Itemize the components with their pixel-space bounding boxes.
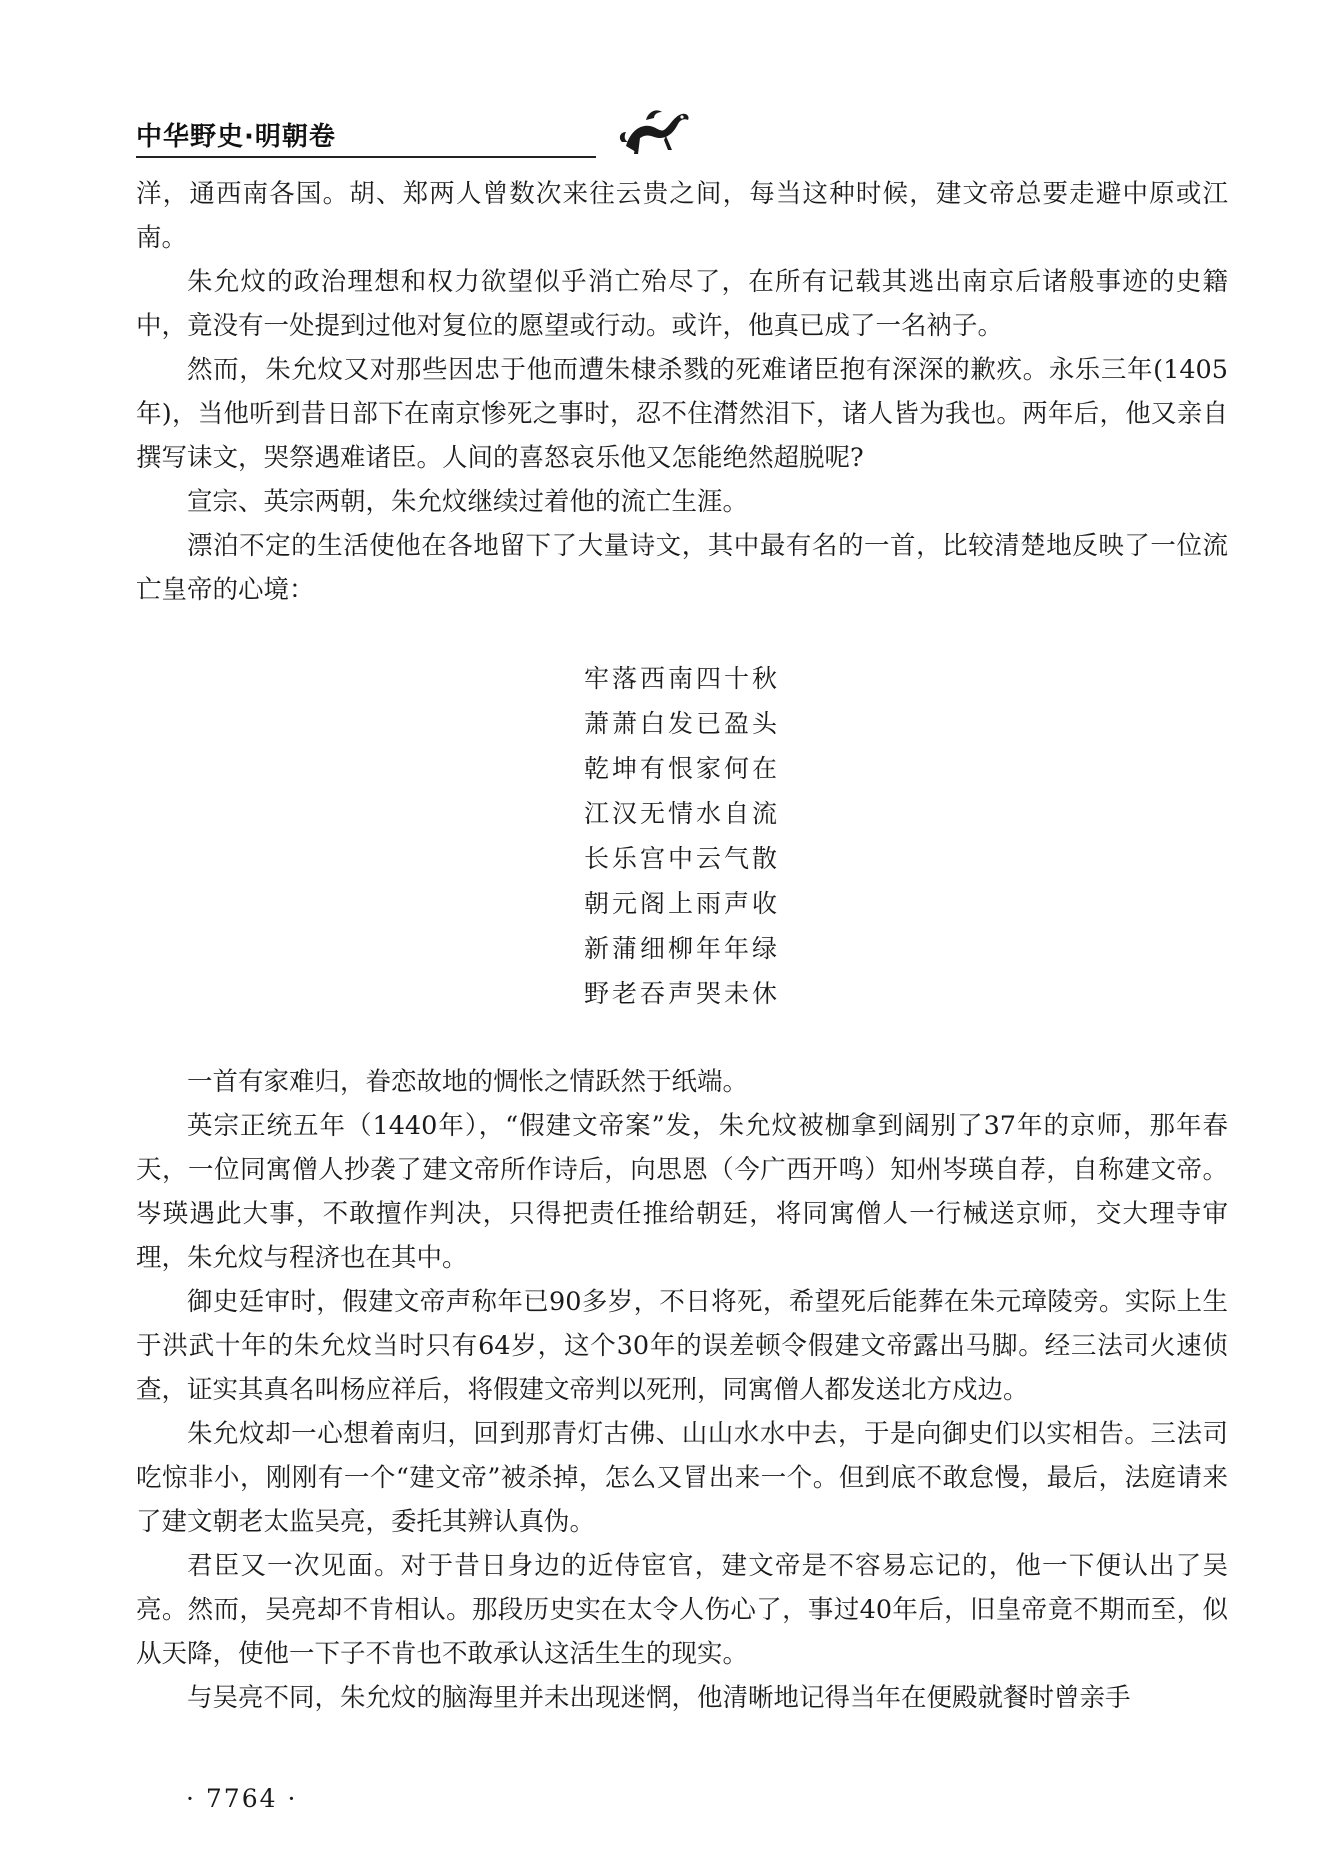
- poem-line: 牢落西南四十秋: [584, 664, 781, 693]
- paragraph: 洋，通西南各国。胡、郑两人曾数次来往云贵之间，每当这种时候，建文帝总要走避中原或江南。: [136, 179, 1228, 253]
- paragraph: 朱允炆却一心想着南归，回到那青灯古佛、山山水水中去，于是向御史们以实相告。三法司吃惊非小，刚刚有一个“建文帝”被杀掉，怎么又冒出来一个。但到底不敢怠慢，最后，法庭请来了建文朝老太监吴亮，委托其辨认真伪。: [136, 1419, 1228, 1537]
- poem-line: 江汉无情水自流: [584, 799, 781, 828]
- book-title: 中华野史·明朝卷: [136, 122, 336, 152]
- poem-line: 野老吞声哭未休: [584, 979, 781, 1008]
- poem-line: 新蒲细柳年年绿: [584, 934, 781, 963]
- poem-line: 朝元阁上雨声收: [584, 889, 781, 918]
- running-header: [136, 112, 1226, 162]
- poem-line: 长乐宫中云气散: [584, 844, 781, 873]
- poem-line: 萧萧白发已盈头: [584, 709, 781, 738]
- dragon-emblem-icon: [616, 102, 694, 162]
- paragraph: 朱允炆的政治理想和权力欲望似乎消亡殆尽了，在所有记载其逃出南京后诸般事迹的史籍中，竟没有一处提到过他对复位的愿望或行动。或许，他真已成了一名衲子。: [136, 267, 1228, 341]
- header-rule: [136, 156, 596, 158]
- main-text: [136, 172, 1228, 1720]
- paragraph: 漂泊不定的生活使他在各地留下了大量诗文，其中最有名的一首，比较清楚地反映了一位流亡皇帝的心境：: [136, 531, 1228, 605]
- paragraph: 宣宗、英宗两朝，朱允炆继续过着他的流亡生涯。: [187, 487, 749, 517]
- paragraph: 御史廷审时，假建文帝声称年已90多岁，不日将死，希望死后能葬在朱元璋陵旁。实际上生于洪武十年的朱允炆当时只有64岁，这个30年的误差顿令假建文帝露出马脚。经三法司火速侦查，证实其真名叫杨应祥后，将假建文帝判以死刑，同寓僧人都发送北方戍边。: [136, 1287, 1228, 1405]
- page-number: · 7764 ·: [186, 1784, 298, 1813]
- paragraph: 君臣又一次见面。对于昔日身边的近侍宦官，建文帝是不容易忘记的，他一下便认出了吴亮。然而，吴亮却不肯相认。那段历史实在太令人伤心了，事过40年后，旧皇帝竟不期而至，似从天降，使他一下子不肯也不敢承认这活生生的现实。: [136, 1551, 1228, 1669]
- paragraph: 英宗正统五年（1440年），“假建文帝案”发，朱允炆被枷拿到阔别了37年的京师，那年春天，一位同寓僧人抄袭了建文帝所作诗后，向思恩（今广西开鸣）知州岑瑛自荐，自称建文帝。岑瑛遇此大事，不敢擅作判决，只得把责任推给朝廷，将同寓僧人一行械送京师，交大理寺审理，朱允炆与程济也在其中。: [136, 1111, 1228, 1273]
- poem-line: 乾坤有恨家何在: [584, 754, 781, 783]
- paragraph: 然而，朱允炆又对那些因忠于他而遭朱棣杀戮的死难诸臣抱有深深的歉疚。永乐三年(1405年)，当他听到昔日部下在南京惨死之事时，忍不住潸然泪下，诸人皆为我也。两年后，他又亲自撰写诔文，哭祭遇难诸臣。人间的喜怒哀乐他又怎能绝然超脱呢?: [136, 355, 1228, 473]
- paragraph: 一首有家难归，眷恋故地的惆怅之情跃然于纸端。: [187, 1067, 749, 1097]
- paragraph: 与吴亮不同，朱允炆的脑海里并未出现迷惘，他清晰地记得当年在便殿就餐时曾亲手: [187, 1683, 1131, 1713]
- poem: [136, 656, 1228, 1016]
